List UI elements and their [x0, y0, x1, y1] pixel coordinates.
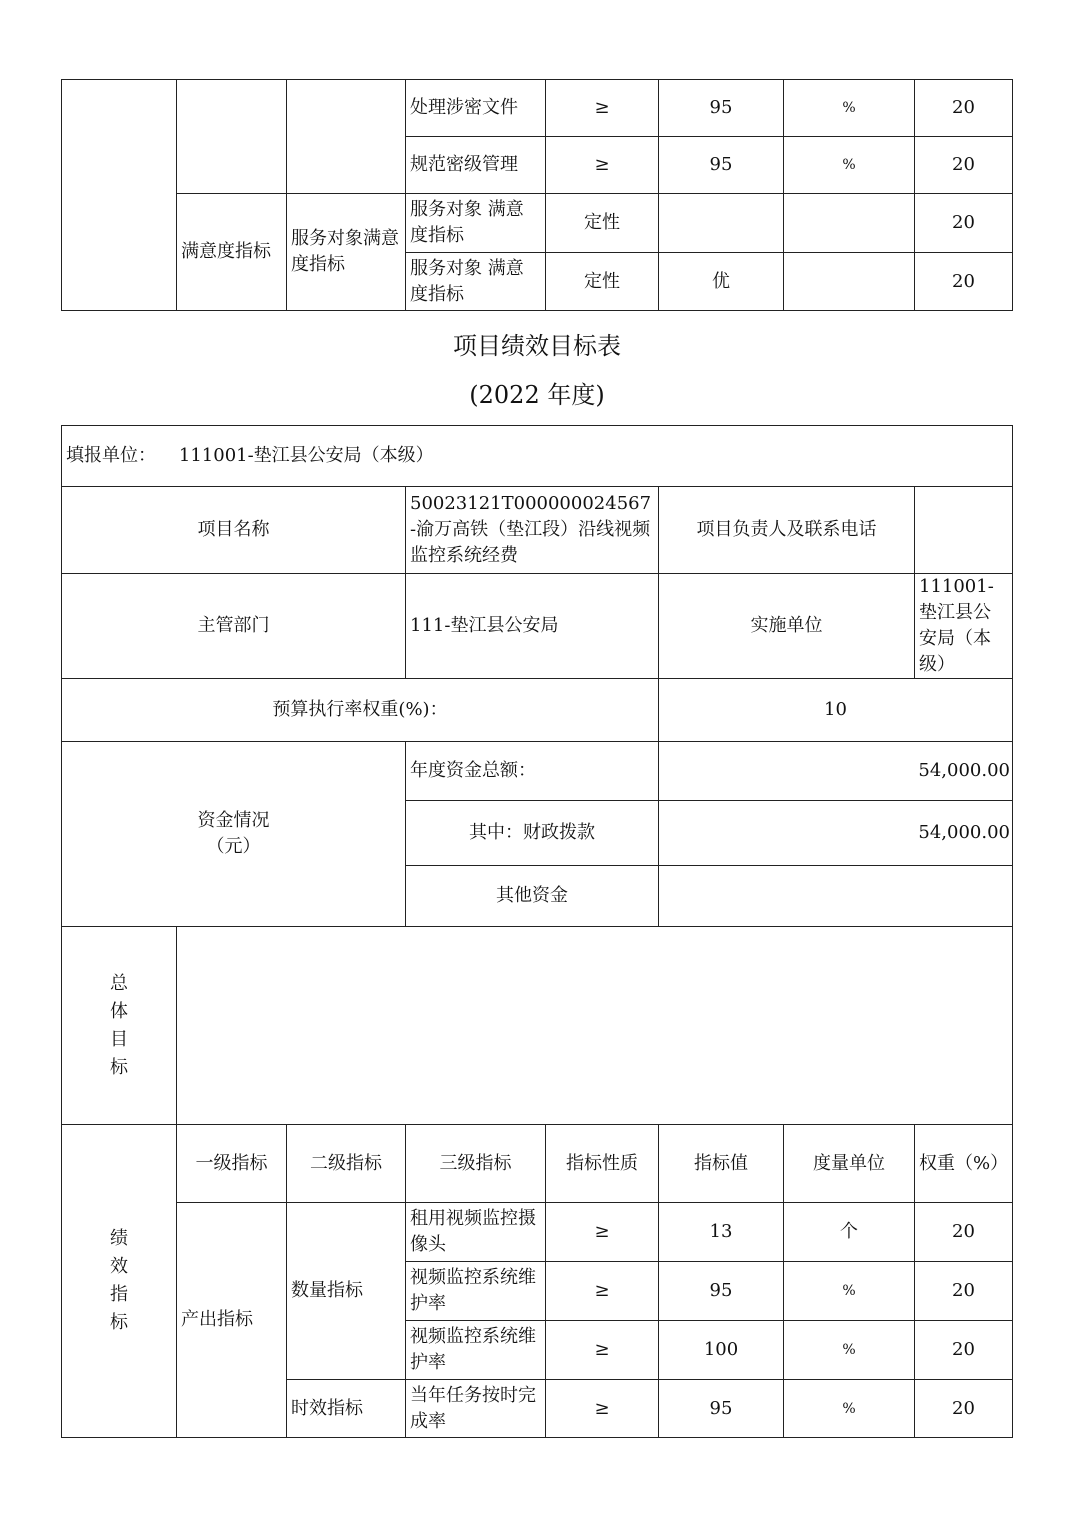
indicator-unit: %	[784, 1321, 915, 1380]
project-name-label: 项目名称	[62, 487, 406, 574]
performance-char: 指	[110, 1284, 128, 1305]
other-funds-value	[659, 866, 1013, 927]
overall-goal-char: 标	[110, 1056, 128, 1078]
page-year: (2022 年度)	[469, 381, 605, 409]
third-level-indicator: 租用视频监控摄像头	[406, 1203, 546, 1262]
annual-total-label: 年度资金总额：	[406, 742, 659, 801]
header-nature: 指标性质	[546, 1125, 659, 1203]
second-level-indicator: 时效指标	[287, 1380, 406, 1438]
impl-unit-value: 111001-垫江县公安局（本级）	[915, 574, 1013, 679]
indicator-nature: ≥	[546, 1321, 659, 1380]
indicator-unit	[784, 194, 915, 253]
fiscal-value: 54,000.00	[659, 801, 1013, 866]
overall-goal-label	[62, 927, 177, 1125]
indicator-weight: 20	[915, 137, 1013, 194]
funds-label	[62, 742, 406, 927]
fill-unit-row	[62, 426, 1013, 487]
indicator-unit: %	[784, 1380, 915, 1438]
indicator-weight: 20	[915, 194, 1013, 253]
indicator-unit: %	[784, 137, 915, 194]
header-weight: 权重（%）	[915, 1125, 1013, 1203]
funds-label-text: 资金情况（元）	[197, 810, 270, 857]
budget-rate-label: 预算执行率权重(%)：	[62, 679, 659, 742]
dept-label: 主管部门	[62, 574, 406, 679]
header-value: 指标值	[659, 1125, 784, 1203]
indicator-nature: ≥	[546, 1262, 659, 1321]
overall-goal-char: 总	[110, 972, 128, 994]
overall-goal-char: 体	[110, 1000, 128, 1022]
second-level-indicator: 数量指标	[287, 1203, 406, 1380]
third-level-indicator: 视频监控系统维护率	[406, 1262, 546, 1321]
impl-unit-label: 实施单位	[659, 574, 915, 679]
empty-cell	[62, 80, 177, 311]
indicator-weight: 20	[915, 1321, 1013, 1380]
fiscal-label: 其中：财政拨款	[406, 801, 659, 866]
indicator-unit: %	[784, 1262, 915, 1321]
indicator-value: 95	[659, 1262, 784, 1321]
indicator-unit	[784, 253, 915, 311]
indicator-nature: 定性	[546, 194, 659, 253]
budget-rate-value: 10	[659, 679, 1013, 742]
header-third-level: 三级指标	[406, 1125, 546, 1203]
indicator-unit: %	[784, 80, 915, 137]
indicator-nature: 定性	[546, 253, 659, 311]
indicator-weight: 20	[915, 1262, 1013, 1321]
indicator-weight: 20	[915, 80, 1013, 137]
indicator-unit: 个	[784, 1203, 915, 1262]
indicator-value: 95	[659, 80, 784, 137]
page-title: 项目绩效目标表	[453, 332, 621, 360]
annual-total-value: 54,000.00	[659, 742, 1013, 801]
header-second-level: 二级指标	[287, 1125, 406, 1203]
third-level-indicator: 规范密级管理	[406, 137, 546, 194]
indicator-value: 100	[659, 1321, 784, 1380]
empty-cell	[287, 80, 406, 194]
project-name-value: 50023121T000000024567-渝万高铁（垫江段）沿线视频监控系统经费	[406, 487, 659, 574]
indicator-value: 95	[659, 137, 784, 194]
fill-unit-label: 填报单位：	[66, 445, 156, 466]
performance-char: 效	[110, 1256, 128, 1277]
performance-goal-table	[61, 425, 1013, 1438]
second-level-indicator: 服务对象满意度指标	[287, 194, 406, 311]
indicator-value: 优	[659, 253, 784, 311]
indicator-value: 13	[659, 1203, 784, 1262]
first-level-indicator: 产出指标	[177, 1203, 287, 1438]
indicator-value: 95	[659, 1380, 784, 1438]
other-funds-label: 其他资金	[406, 866, 659, 927]
contact-value	[915, 487, 1013, 574]
indicator-nature: ≥	[546, 1380, 659, 1438]
third-level-indicator: 视频监控系统维护率	[406, 1321, 546, 1380]
header-first-level: 一级指标	[177, 1125, 287, 1203]
overall-goal-value	[177, 927, 1013, 1125]
indicator-weight: 20	[915, 1203, 1013, 1262]
third-level-indicator: 服务对象 满意度指标	[406, 194, 546, 253]
indicator-nature: ≥	[546, 137, 659, 194]
performance-char: 标	[110, 1312, 128, 1333]
indicator-weight: 20	[915, 1380, 1013, 1438]
overall-goal-char: 目	[110, 1028, 128, 1050]
third-level-indicator: 服务对象 满意度指标	[406, 253, 546, 311]
top-continuation-table	[61, 79, 1013, 311]
third-level-indicator: 处理涉密文件	[406, 80, 546, 137]
indicator-nature: ≥	[546, 80, 659, 137]
performance-char: 绩	[110, 1228, 128, 1249]
performance-indicator-label	[62, 1125, 177, 1438]
indicator-value	[659, 194, 784, 253]
empty-cell	[177, 80, 287, 194]
first-level-indicator: 满意度指标	[177, 194, 287, 311]
indicator-weight: 20	[915, 253, 1013, 311]
indicator-nature: ≥	[546, 1203, 659, 1262]
third-level-indicator: 当年任务按时完成率	[406, 1380, 546, 1438]
fill-unit-value: 111001-垫江县公安局（本级）	[178, 445, 434, 466]
header-unit: 度量单位	[784, 1125, 915, 1203]
dept-value: 111-垫江县公安局	[406, 574, 659, 679]
contact-label: 项目负责人及联系电话	[659, 487, 915, 574]
